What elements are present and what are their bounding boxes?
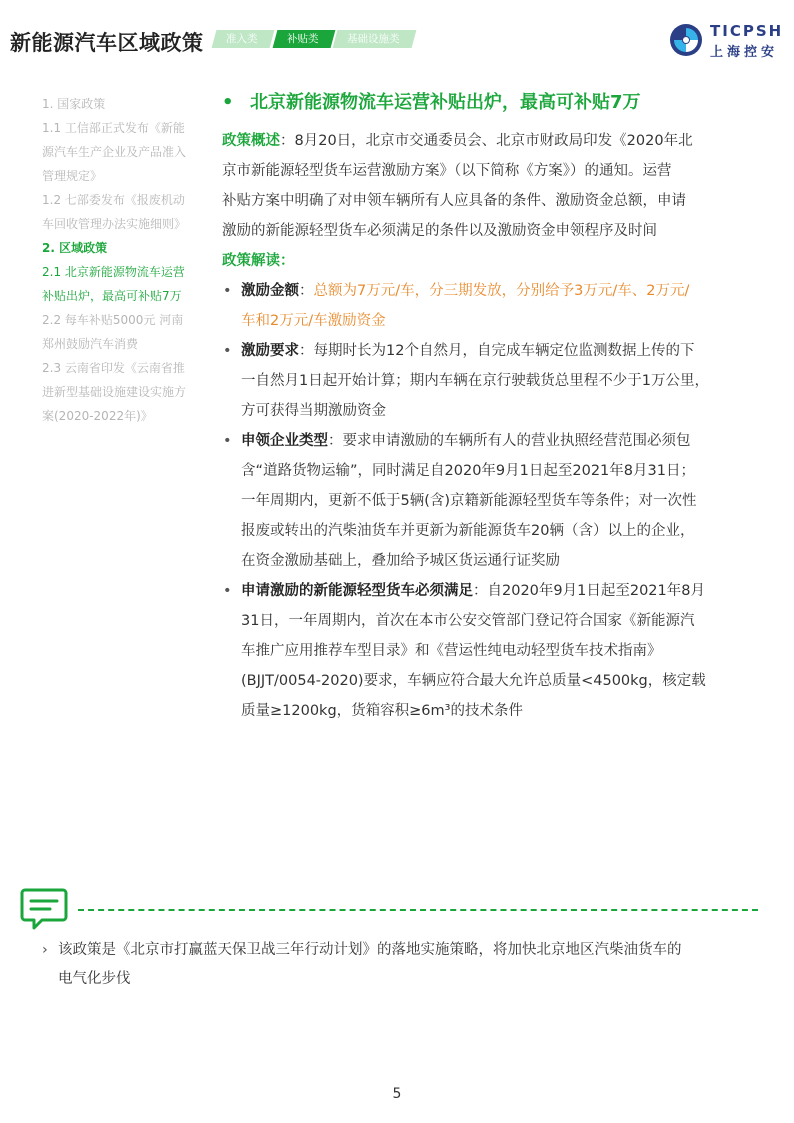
toc-item[interactable]: 源汽车生产企业及产品准入 [42, 145, 187, 159]
section-title-text: 北京新能源物流车运营补贴出炉，最高可补贴7万 [250, 92, 641, 113]
overview-label: 政策概述 [222, 133, 280, 149]
page-title: 新能源汽车区域政策 [10, 31, 204, 55]
toc-item[interactable]: 2.3 云南省印发《云南省推 [42, 361, 185, 375]
company-logo [668, 22, 788, 58]
toc-item[interactable]: 进新型基础设施建设实施方 [42, 385, 187, 399]
table-of-contents [42, 92, 202, 428]
section-title [222, 86, 758, 120]
list-item: • 申领企业类型：要求申请激励的车辆所有人的营业执照经营范围必须包 含“道路货物运输”，同时满足自2020年9月1日起至2021年8月31日； 一年周期内，更新不低于5辆(含)京籍新能源轻型货车等条件；对一次性 报废或转出的汽柴油货车并更新为新能源货车20辆（含）以上的企业， 在资金激励基础上，叠加给予城区货运通行证奖励 [223, 433, 697, 569]
comment-icon [20, 886, 68, 932]
category-tags [214, 30, 417, 48]
toc-item[interactable]: 管理规定》 [42, 169, 103, 183]
list-item: • 申请激励的新能源轻型货车必须满足：自2020年9月1日起至2021年8月 31日，一年周期内，首次在本市公安交管部门登记符合国家《新能源汽 车推广应用推荐车型目录》和《营运性纯电动轻型货车技术指南》 (BJJT/0054-2020)要求，车辆应符合最大允许总质量<4500kg，核定载 质量≥1200kg，货箱容积≥6m³的技术条件 [223, 583, 706, 719]
tag-access[interactable]: 准入类 [212, 30, 274, 48]
list-item: • 激励金额：总额为7万元/车，分三期发放，分别给予3万元/车、2万元/ 车和2万元/车激励资金 [223, 283, 690, 329]
toc-item-active[interactable]: 2.1 北京新能源物流车运营 [42, 265, 185, 279]
toc-item[interactable]: 郑州鼓励汽车消费 [42, 337, 139, 351]
logo-mark-icon [668, 22, 704, 58]
toc-item[interactable]: 1.2 七部委发布《报废机动 [42, 193, 185, 207]
toc-item[interactable]: 1. 国家政策 [42, 97, 106, 111]
tag-subsidy[interactable]: 补贴类 [272, 30, 334, 48]
toc-item-active-heading[interactable]: 2. 区域政策 [42, 241, 108, 255]
policy-interpretation-label: 政策解读： [222, 253, 295, 269]
toc-item[interactable]: 2.2 每车补贴5000元 河南 [42, 313, 184, 327]
page-number: 5 [392, 1086, 402, 1102]
interpretation-list [222, 276, 758, 726]
summary-note: › 该政策是《北京市打赢蓝天保卫战三年行动计划》的落地实施策略，将加快北京地区汽柴油货车的 电气化步伐 [42, 936, 762, 994]
title-bullet: • [222, 92, 234, 113]
main-content [222, 86, 758, 726]
policy-overview: 政策概述：8月20日，北京市交通委员会、北京市财政局印发《2020年北 京市新能源轻型货车运营激励方案》（以下简称《方案》）的通知。运营 补贴方案中明确了对申领车辆所有人应具备的条件、激励资金总额，申请 激励的新能源轻型货车必须满足的条件以及激励资金申领程序及时间 [222, 133, 693, 239]
divider [78, 909, 758, 911]
toc-item[interactable]: 车回收管理办法实施细则》 [42, 217, 187, 231]
logo-text-cn: 上海控安 [710, 45, 779, 60]
toc-item-active[interactable]: 补贴出炉，最高可补贴7万 [42, 289, 182, 303]
chevron-right-icon: › [42, 942, 48, 958]
logo-text-en: TICPSH [710, 22, 784, 40]
toc-item[interactable]: 1.1 工信部正式发布《新能 [42, 121, 185, 135]
list-item: • 激励要求：每期时长为12个自然月，自完成车辆定位监测数据上传的下 一自然月1日起开始计算；期内车辆在京行驶载货总里程不少于1万公里， 方可获得当期激励资金 [223, 343, 709, 419]
toc-item[interactable]: 案(2020-2022年)》 [42, 409, 153, 423]
tag-infrastructure[interactable]: 基础设施类 [333, 30, 416, 48]
